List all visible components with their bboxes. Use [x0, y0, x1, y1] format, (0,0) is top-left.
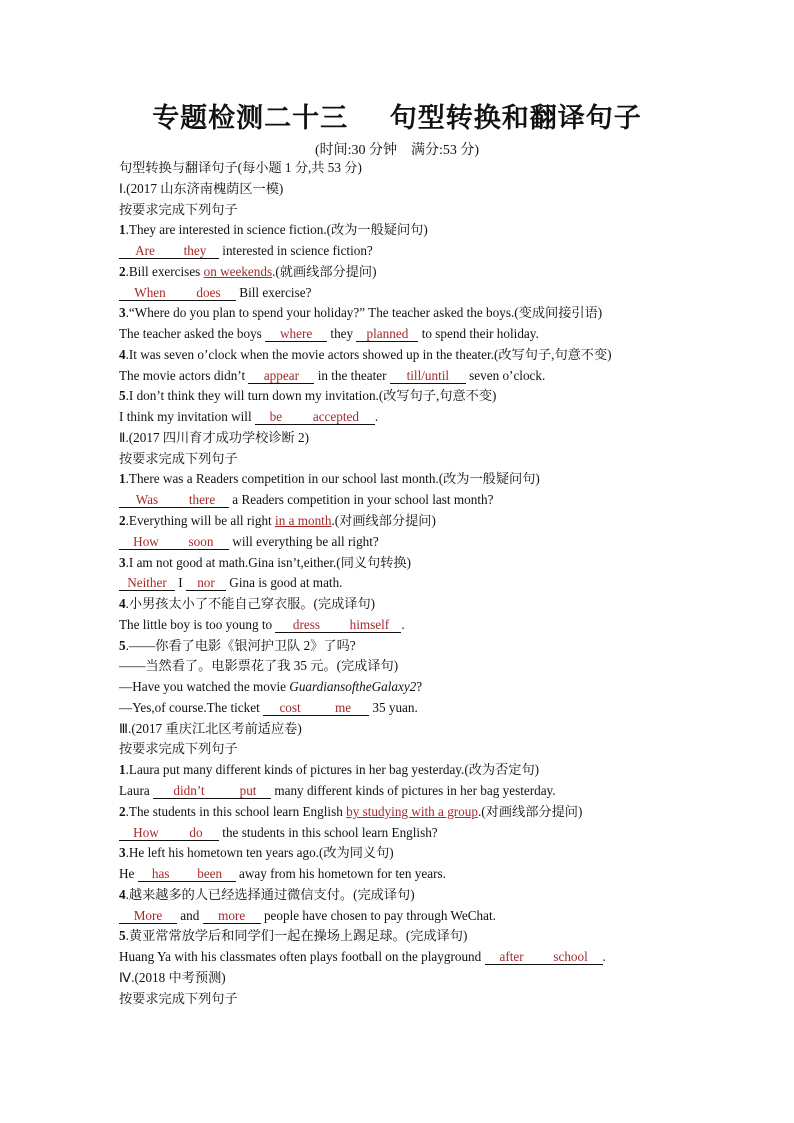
- question: [119, 262, 679, 283]
- answer-text: and: [177, 907, 203, 923]
- question-text: .There was a Readers competition in our school last month.(改为一般疑问句): [125, 471, 540, 487]
- answer-text: people have chosen to pay through WeChat.: [260, 907, 496, 923]
- answer-text: .: [374, 409, 379, 425]
- answer-line: [119, 698, 679, 719]
- answer-blank: Was: [119, 493, 175, 508]
- answer-blank: Neither: [119, 576, 175, 591]
- question-text: .Everything will be all right: [125, 513, 276, 529]
- answer-blank: after: [485, 950, 539, 965]
- underlined-phrase: by studying with a group: [346, 803, 478, 819]
- question-number: 3: [119, 845, 126, 861]
- answer-text: Huang Ya with his classmates often plays football on the playground: [119, 949, 485, 965]
- question-number: 4: [119, 886, 126, 902]
- question-number: 4: [119, 596, 126, 612]
- answer-text: I: [175, 575, 186, 591]
- question: [119, 553, 679, 574]
- answer-line: [119, 615, 679, 636]
- question-text: .(对画线部分提问): [477, 803, 583, 819]
- answer-blank: Are: [119, 244, 171, 259]
- question-number: 1: [119, 471, 126, 487]
- question-text: .小男孩太小了不能自己穿衣服。(完成译句): [125, 596, 376, 612]
- answer-text: interested in science fiction?: [219, 243, 373, 259]
- answer-text: The movie actors didn’t: [119, 367, 249, 383]
- answer-blank: has: [138, 867, 184, 882]
- question-number: 3: [119, 554, 126, 570]
- question: [119, 469, 679, 490]
- page-subtitle: (时间:30 分钟 满分:53 分): [314, 143, 480, 158]
- page-title: 专题检测二十三 句型转换和翻译句子: [152, 103, 642, 134]
- answer-text: 35 yuan.: [369, 699, 418, 715]
- question: [119, 843, 679, 864]
- answer-blank: dress: [275, 618, 337, 633]
- section-1-instruction: 按要求完成下列句子: [119, 201, 238, 217]
- answer-line: [119, 490, 679, 511]
- question: [119, 511, 679, 532]
- answer-blank: More: [119, 909, 177, 924]
- answer-blank: planned: [356, 327, 418, 342]
- answer-blank: nor: [186, 576, 226, 591]
- answer-blank: appear: [248, 369, 314, 384]
- question-text: .It was seven o’clock when the movie actors showed up in the theater.(改写句子,句意不变): [125, 346, 612, 362]
- question: [119, 386, 679, 407]
- question: [119, 220, 679, 241]
- question-number: 5: [119, 928, 126, 944]
- question-number: 5: [119, 388, 126, 404]
- exercise-body: [119, 158, 679, 1009]
- question-number: 2: [119, 803, 126, 819]
- question: [119, 345, 679, 366]
- answer-blank: cost: [263, 701, 317, 716]
- answer-line: [119, 864, 679, 885]
- question-number: 2: [119, 513, 126, 529]
- answer-line: [119, 407, 679, 428]
- answer-line: [119, 823, 679, 844]
- question-text: ——当然看了。电影票花了我 35 元。(完成译句): [119, 658, 399, 674]
- answer-line: [119, 947, 679, 968]
- answer-text: .: [602, 949, 606, 965]
- answer-text: many different kinds of pictures in her bag yesterday.: [271, 782, 556, 798]
- question: [119, 760, 679, 781]
- question-number: 3: [119, 305, 126, 321]
- underlined-phrase: on weekends: [203, 263, 273, 279]
- section-4-instruction: 按要求完成下列句子: [119, 990, 238, 1006]
- section-2-label: Ⅱ.(2017 四川育才成功学校诊断 2): [119, 429, 310, 445]
- answer-text: .: [401, 616, 405, 632]
- question-text: .——你看了电影《银河护卫队 2》了吗?: [125, 637, 356, 653]
- question-text: .They are interested in science fiction.(改为一般疑问句): [125, 222, 428, 238]
- question-number: 4: [119, 346, 126, 362]
- answer-blank: school: [539, 950, 603, 965]
- answer-text: the students in this school learn English?: [219, 824, 438, 840]
- question-text: .He left his hometown ten years ago.(改为同义句): [125, 845, 394, 861]
- section-4-label: Ⅳ.(2018 中考预测): [119, 969, 226, 985]
- answer-text: they: [327, 326, 357, 342]
- answer-line: [119, 283, 679, 304]
- question: [119, 885, 679, 906]
- section-1-label: Ⅰ.(2017 山东济南槐荫区一模): [119, 180, 284, 196]
- question-text: .越来越多的人已经选择通过微信支付。(完成译句): [125, 886, 415, 902]
- question-number: 2: [119, 263, 126, 279]
- question-text: .(对画线部分提问): [331, 513, 436, 529]
- answer-text: in the theater: [314, 367, 390, 383]
- answer-text: The little boy is too young to: [119, 616, 276, 632]
- question-text: .(就画线部分提问): [272, 263, 377, 279]
- answer-blank: put: [225, 784, 271, 799]
- answer-blank: didn’t: [153, 784, 225, 799]
- answer-text: Bill exercise?: [236, 284, 312, 300]
- question-number: 1: [119, 222, 126, 238]
- question: [119, 802, 679, 823]
- answer-line: [119, 324, 679, 345]
- question-text: .黄亚常常放学后和同学们一起在操场上踢足球。(完成译句): [125, 928, 468, 944]
- answer-text: The teacher asked the boys: [119, 326, 266, 342]
- question-number: 5: [119, 637, 126, 653]
- answer-blank: been: [184, 867, 236, 882]
- question-text: .The students in this school learn English: [125, 803, 347, 819]
- answer-blank: they: [171, 244, 219, 259]
- answer-blank: more: [203, 909, 261, 924]
- answer-text: —Have you watched the movie: [119, 679, 290, 695]
- question-text: .I am not good at math.Gina isn’t,either.(同义句转换): [125, 554, 412, 570]
- answer-blank: do: [173, 826, 219, 841]
- answer-line: [119, 677, 679, 698]
- answer-blank: himself: [337, 618, 401, 633]
- answer-blank: When: [119, 286, 181, 301]
- answer-line: [119, 781, 679, 802]
- question-text: .Bill exercises: [125, 263, 204, 279]
- answer-text: He: [119, 866, 138, 882]
- answer-blank: till/until: [390, 369, 466, 384]
- answer-line: [119, 366, 679, 387]
- answer-text: ?: [416, 679, 423, 695]
- answer-blank: be: [255, 410, 297, 425]
- question: [119, 636, 679, 657]
- section-heading: 句型转换与翻译句子(每小题 1 分,共 53 分): [119, 160, 362, 175]
- answer-text: Gina is good at math.: [226, 575, 343, 591]
- answer-blank: where: [265, 327, 327, 342]
- answer-blank: How: [119, 535, 173, 550]
- answer-text: away from his hometown for ten years.: [235, 866, 446, 882]
- question-text: .“Where do you plan to spend your holiday?” The teacher asked the boys.(变成间接引语): [125, 305, 603, 321]
- answer-text: a Readers competition in your school last month?: [229, 492, 494, 508]
- answer-blank: there: [175, 493, 229, 508]
- question-text: .I don’t think they will turn down my invitation.(改写句子,句意不变): [125, 388, 497, 404]
- answer-line: [119, 532, 679, 553]
- answer-line: [119, 241, 679, 262]
- answer-text: Laura: [119, 782, 154, 798]
- answer-line: [119, 906, 679, 927]
- answer-text: seven o’clock.: [465, 367, 546, 383]
- underlined-phrase: in a month: [275, 513, 332, 529]
- answer-blank: soon: [173, 535, 229, 550]
- answer-text: —Yes,of course.The ticket: [119, 699, 264, 715]
- answer-blank: does: [181, 286, 236, 301]
- question: [119, 594, 679, 615]
- question-number: 1: [119, 762, 126, 778]
- answer-blank: me: [317, 701, 369, 716]
- movie-title: GuardiansoftheGalaxy2: [289, 679, 417, 695]
- question: [119, 303, 679, 324]
- section-3-instruction: 按要求完成下列句子: [119, 741, 238, 757]
- answer-line: [119, 573, 679, 594]
- section-3-label: Ⅲ.(2017 重庆江北区考前适应卷): [119, 720, 302, 736]
- answer-blank: How: [119, 826, 173, 841]
- answer-blank: accepted: [297, 410, 375, 425]
- question-text: .Laura put many different kinds of pictures in her bag yesterday.(改为否定句): [125, 762, 540, 778]
- question: [119, 926, 679, 947]
- answer-text: I think my invitation will: [119, 409, 255, 425]
- section-2-instruction: 按要求完成下列句子: [119, 450, 238, 466]
- answer-text: to spend their holiday.: [418, 326, 539, 342]
- answer-text: will everything be all right?: [229, 533, 379, 549]
